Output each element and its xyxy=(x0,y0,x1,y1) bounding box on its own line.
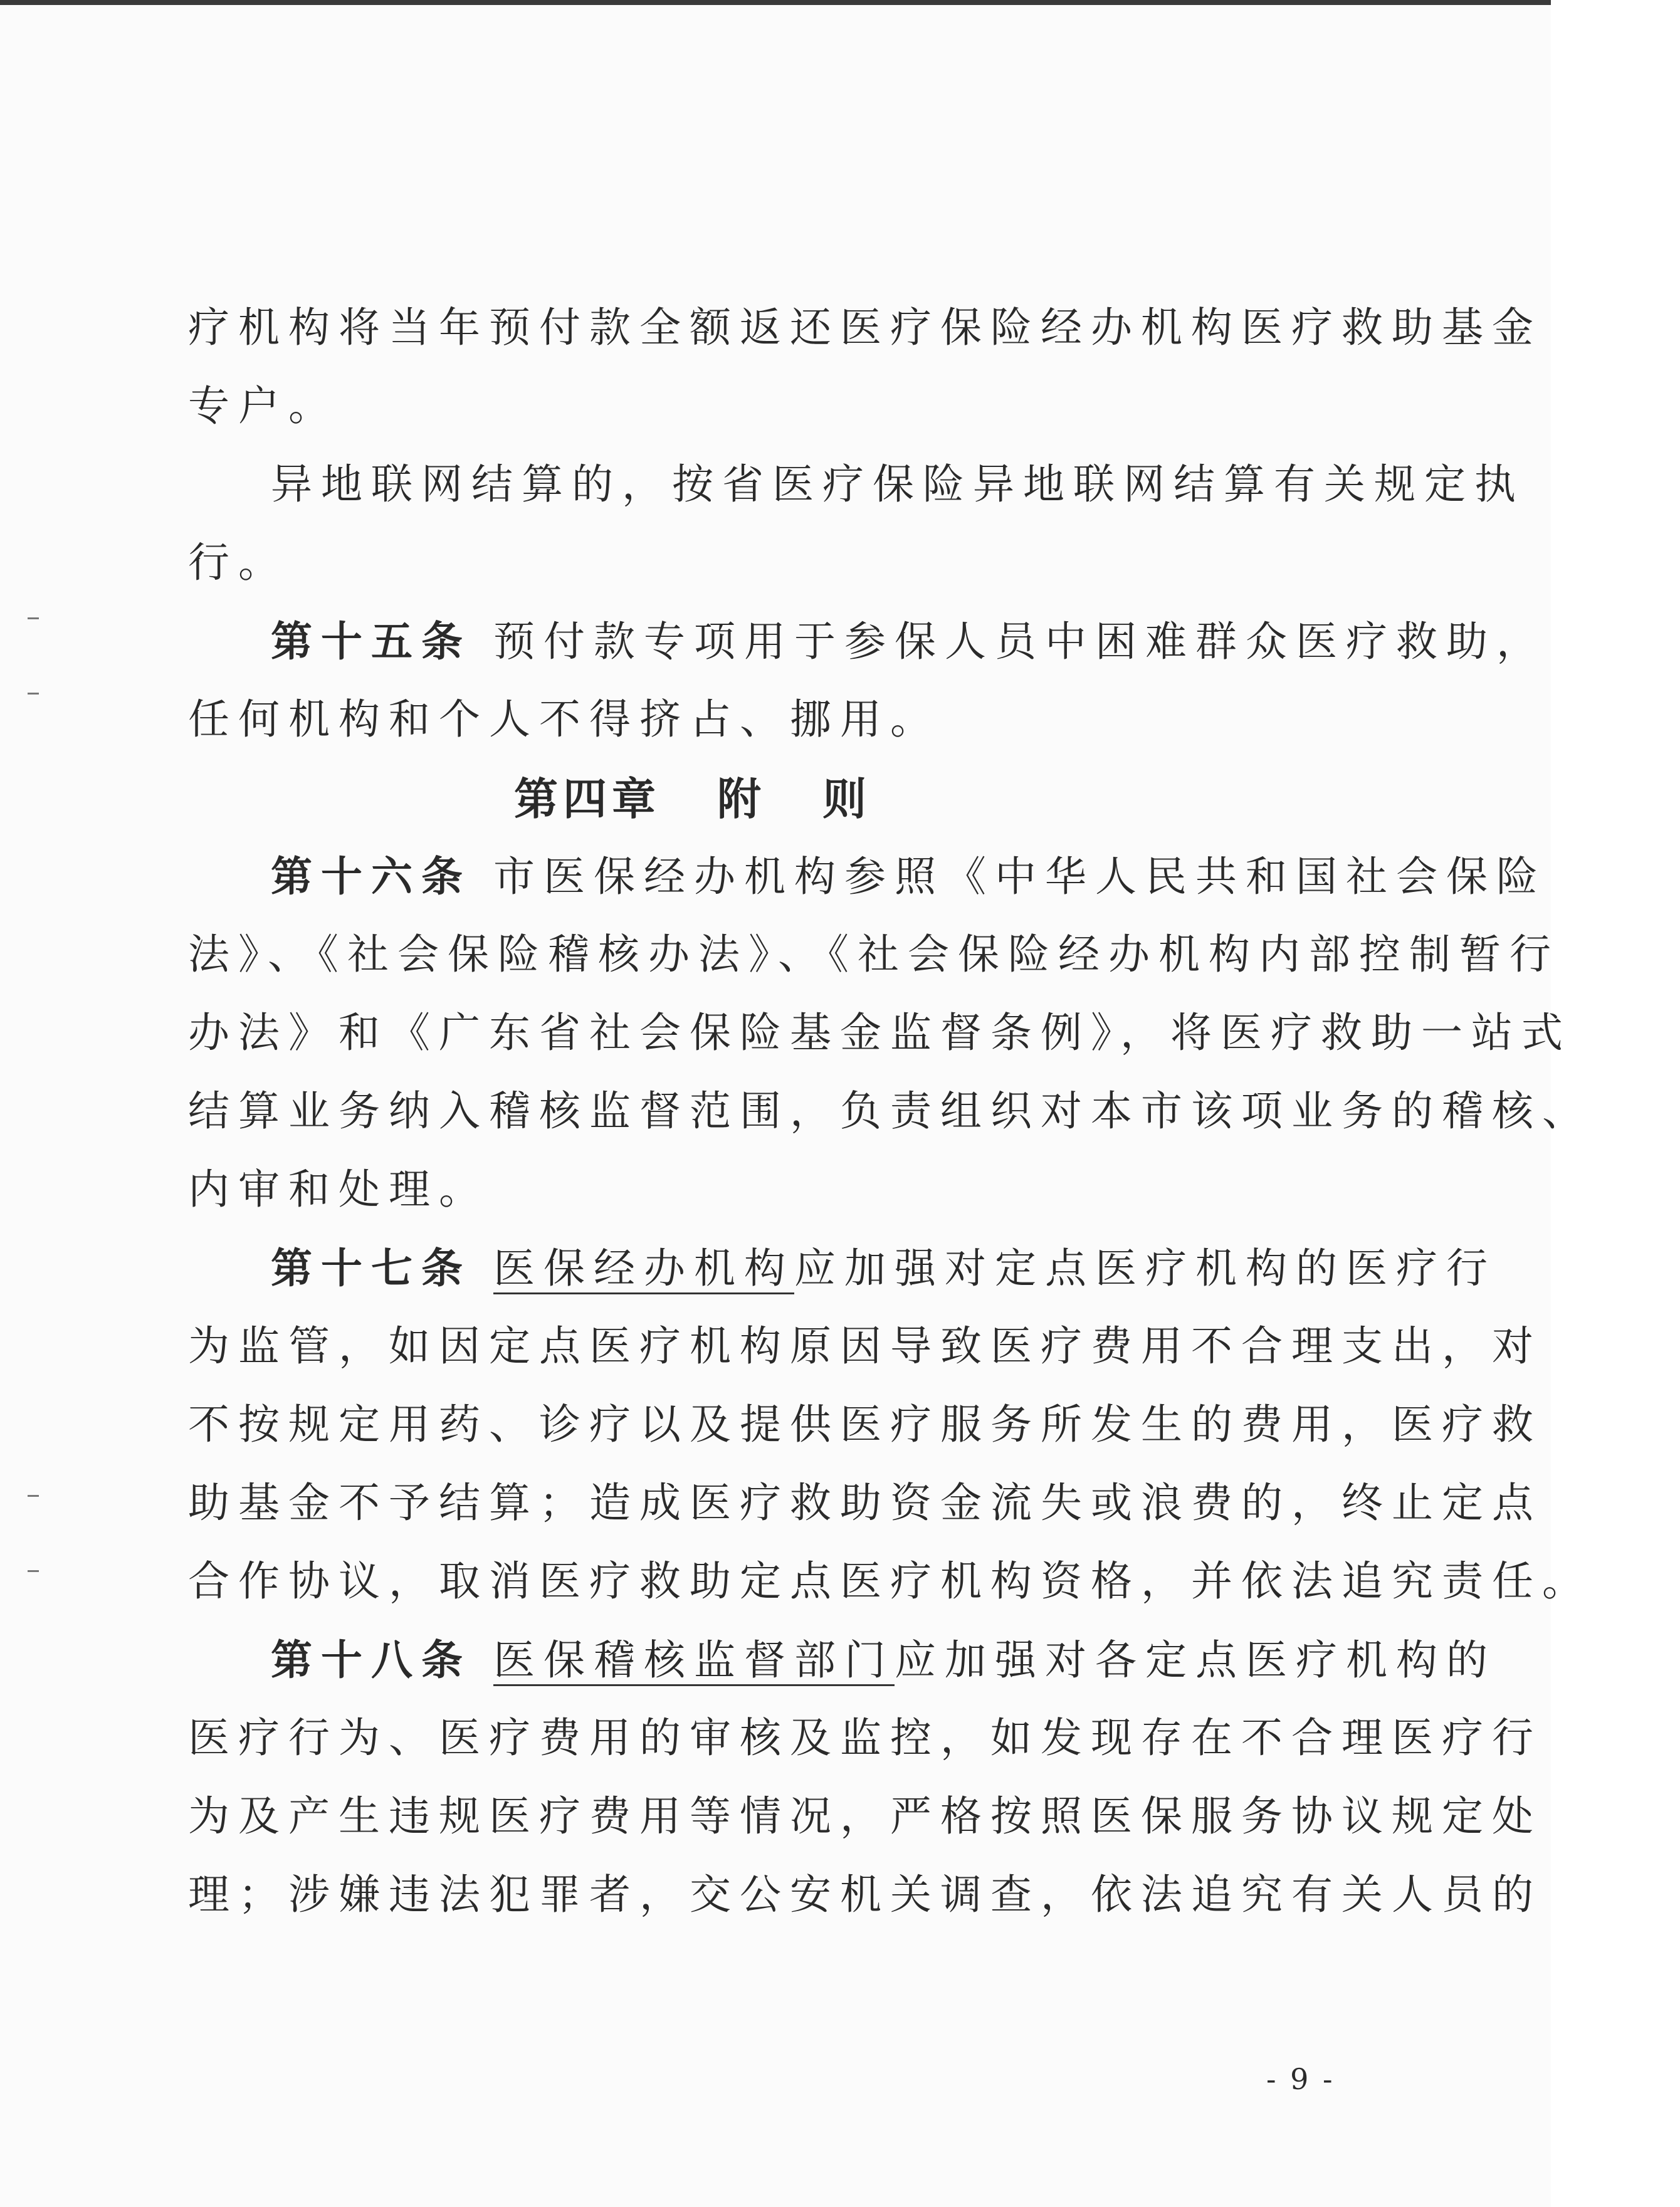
article-label: 第十五条 xyxy=(271,617,471,666)
text-line: 为及产生违规医疗费用等情况，严格按照医保服务协议规定处 xyxy=(188,1792,1542,1840)
text-line: 助基金不予结算；造成医疗救助资金流失或浪费的，终止定点 xyxy=(188,1479,1542,1527)
text-line: 内审和处理。 xyxy=(188,1165,489,1214)
text-line: 任何机构和个人不得挤占、挪用。 xyxy=(188,695,940,743)
underlined-term: 医保经办机构 xyxy=(493,1244,794,1294)
text-span: 市医保经办机构参照《中华人民共和国社会保险 xyxy=(493,852,1546,901)
margin-mark xyxy=(28,1570,39,1572)
underlined-term: 医保稽核监督部门 xyxy=(493,1636,895,1686)
chapter-heading xyxy=(188,773,1680,825)
article-18 xyxy=(188,1635,1496,1684)
article-label: 第十八条 xyxy=(271,1635,471,1684)
text-span: 应加强对定点医疗机构的医疗行 xyxy=(794,1244,1496,1292)
margin-mark xyxy=(28,693,39,695)
chapter-title: 第四章 xyxy=(514,773,661,825)
text-line: 专户。 xyxy=(188,382,339,430)
text-line: 结算业务纳入稽核监督范围，负责组织对本市该项业务的稽核、 xyxy=(188,1087,1592,1135)
text-span: 应加强对各定点医疗机构的 xyxy=(894,1636,1496,1684)
text-line: 合作协议，取消医疗救助定点医疗机构资格，并依法追究责任。 xyxy=(188,1557,1592,1605)
text-span: 预付款专项用于参保人员中困难群众医疗救助， xyxy=(493,617,1546,666)
scan-top-edge xyxy=(0,0,1551,5)
text-line: 法》、《社会保险稽核办法》、《社会保险经办机构内部控制暂行 xyxy=(188,930,1560,978)
chapter-word: 则 xyxy=(822,773,871,825)
text-line: 医疗行为、医疗费用的审核及监控，如发现存在不合理医疗行 xyxy=(188,1714,1542,1762)
article-label: 第十六条 xyxy=(271,852,471,901)
margin-mark xyxy=(28,617,39,619)
margin-mark xyxy=(28,1495,39,1497)
text-line: 异地联网结算的，按省医疗保险异地联网结算有关规定执 xyxy=(271,460,1525,508)
text-line: 行。 xyxy=(188,538,288,587)
article-15 xyxy=(188,617,1546,666)
text-line: 疗机构将当年预付款全额返还医疗保险经办机构医疗救助基金 xyxy=(188,303,1542,352)
chapter-word: 附 xyxy=(717,773,766,825)
text-line: 理；涉嫌违法犯罪者，交公安机关调查，依法追究有关人员的 xyxy=(188,1870,1542,1919)
article-17 xyxy=(188,1244,1496,1292)
page-number: - 9 - xyxy=(1266,2062,1335,2096)
article-label: 第十七条 xyxy=(271,1244,471,1292)
text-line: 为监管，如因定点医疗机构原因导致医疗费用不合理支出，对 xyxy=(188,1322,1542,1370)
article-16 xyxy=(188,852,1546,901)
text-line: 办法》和《广东省社会保险基金监督条例》，将医疗救助一站式 xyxy=(188,1009,1572,1057)
text-line: 不按规定用药、诊疗以及提供医疗服务所发生的费用，医疗救 xyxy=(188,1400,1542,1449)
